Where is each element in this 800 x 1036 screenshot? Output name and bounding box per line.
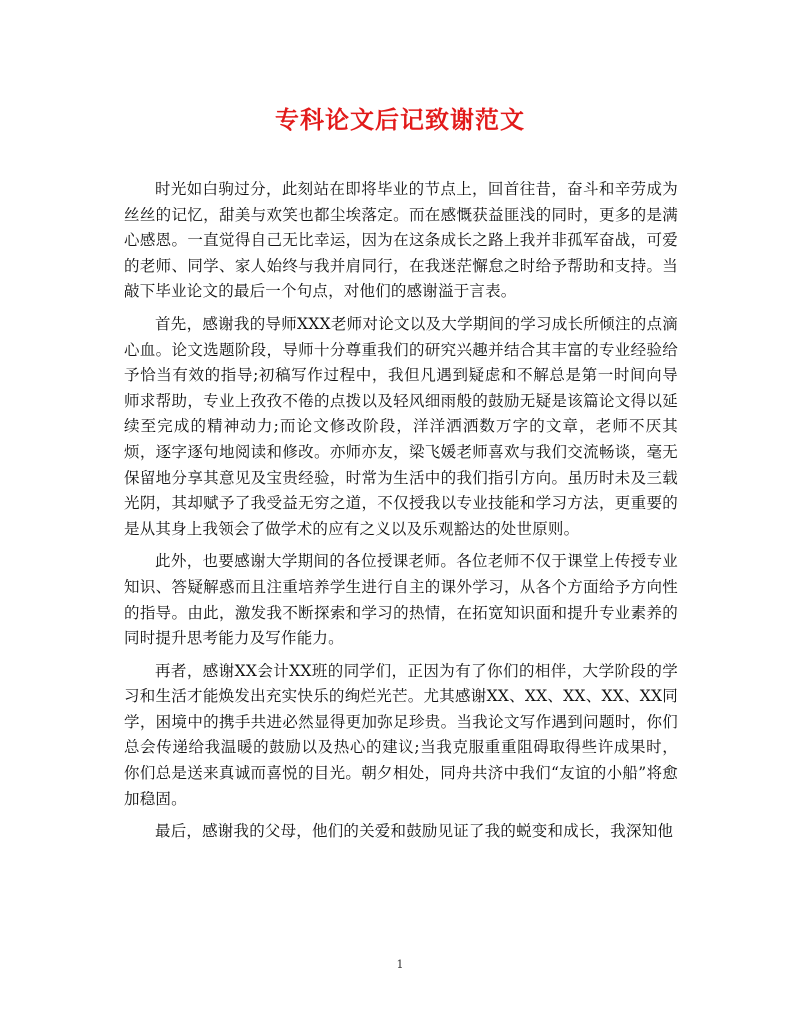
paragraph-classmates: 再者，感谢XX会计XX班的同学们，正因为有了你们的相伴，大学阶段的学习和生活才能焕发出充实快乐的绚烂光芒。尤其感谢XX、XX、XX、XX、XX同学，困境中的携手共进必然显得更加弥足珍贵。当我论文写作遇到问题时，你们总会传递给我温暖的鼓励以及热心的建议;当我克服重重阻碍取得些许成果时，你们总是送来真诚而喜悦的目光。朝夕相处，同舟共济中我们“友谊的小船”将愈加稳固。 <box>124 661 678 808</box>
paragraph-opening: 时光如白驹过分，此刻站在即将毕业的节点上，回首往昔，奋斗和辛劳成为丝丝的记忆，甜美与欢笑也都尘埃落定。而在感慨获益匪浅的同时，更多的是满心感恩。一直觉得自己无比幸运，因为在这条成长之路上我并非孤军奋战，可爱的老师、同学、家人始终与我并肩同行，在我迷茫懈怠之时给予帮助和支持。当敲下毕业论文的最后一个句点，对他们的感谢溢于言表。 <box>124 180 678 301</box>
document-title: 专科论文后记致谢范文 <box>275 105 525 134</box>
paragraph-advisor: 首先，感谢我的导师XXX老师对论文以及大学期间的学习成长所倾注的点滴心血。论文选题阶段，导师十分尊重我们的研究兴趣并结合其丰富的专业经验给予恰当有效的指导;初稿写作过程中，我但凡遇到疑虑和不解总是第一时间向导师求帮助，专业上孜孜不倦的点拨以及轻风细雨般的鼓励无疑是该篇论文得以延续至完成的精神动力;而论文修改阶段，洋洋洒洒数万字的文章，老师不厌其烦，逐字逐句地阅读和修改。亦师亦友，梁飞媛老师喜欢与我们交流畅谈，毫无保留地分享其意见及宝贵经验，时常为生活中的我们指引方向。虽历时未及三载光阴，其却赋予了我受益无穷之道，不仅授我以专业技能和学习方法，更重要的是从其身上我领会了做学术的应有之义以及乐观豁达的处世原则。 <box>124 314 678 538</box>
page-number: 1 <box>396 958 404 971</box>
paragraph-parents: 最后，感谢我的父母，他们的关爱和鼓励见证了我的蜕变和成长，我深知他 <box>155 822 674 841</box>
document-body <box>124 177 678 852</box>
paragraph-teachers: 此外，也要感谢大学期间的各位授课老师。各位老师不仅于课堂上传授专业知识、答疑解惑而且注重培养学生进行自主的课外学习，从各个方面给予方向性的指导。由此，激发我不断探索和学习的热情，在拓宽知识面和提升专业素养的同时提升思考能力及写作能力。 <box>124 552 678 648</box>
